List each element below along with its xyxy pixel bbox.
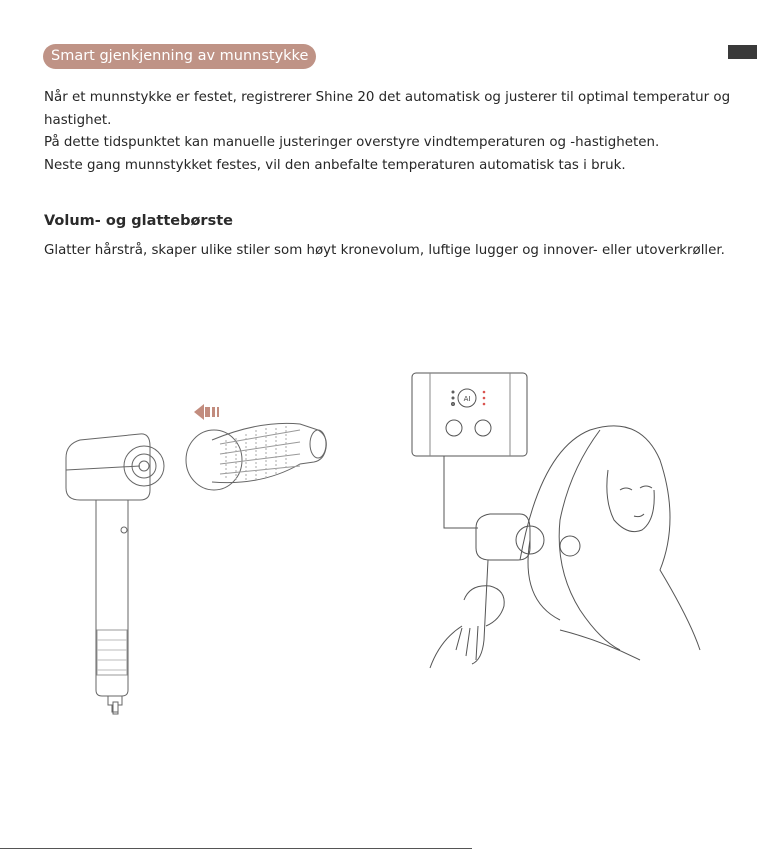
ai-label: AI bbox=[463, 395, 471, 403]
woman-drying-hair-icon bbox=[430, 426, 700, 668]
fan-speed-button-icon bbox=[475, 420, 491, 436]
temperature-button-icon bbox=[446, 420, 462, 436]
intro-paragraph-3: Neste gang munnstykket festes, vil den anbefalte temperaturen automatisk tas i bruk. bbox=[44, 158, 626, 173]
brush-section-description: Glatter hårstrå, skaper ulike stiler som høyt kronevolum, luftige lugger og innover- eller utoverkrøller. bbox=[44, 243, 725, 258]
intro-paragraph-1: Når et munnstykke er festet, registrerer Shine 20 det automatisk og justerer til optimal temperatur og hastighet. bbox=[44, 90, 731, 128]
section-badge: Smart gjenkjenning av munnstykke bbox=[43, 44, 316, 69]
intro-paragraph-2: På dette tidspunktet kan manuelle justeringer overstyre vindtemperaturen og -hastigheten. bbox=[44, 135, 660, 150]
brush-section-title: Volum- og glattebørste bbox=[44, 213, 233, 229]
footer-rule bbox=[0, 848, 472, 849]
